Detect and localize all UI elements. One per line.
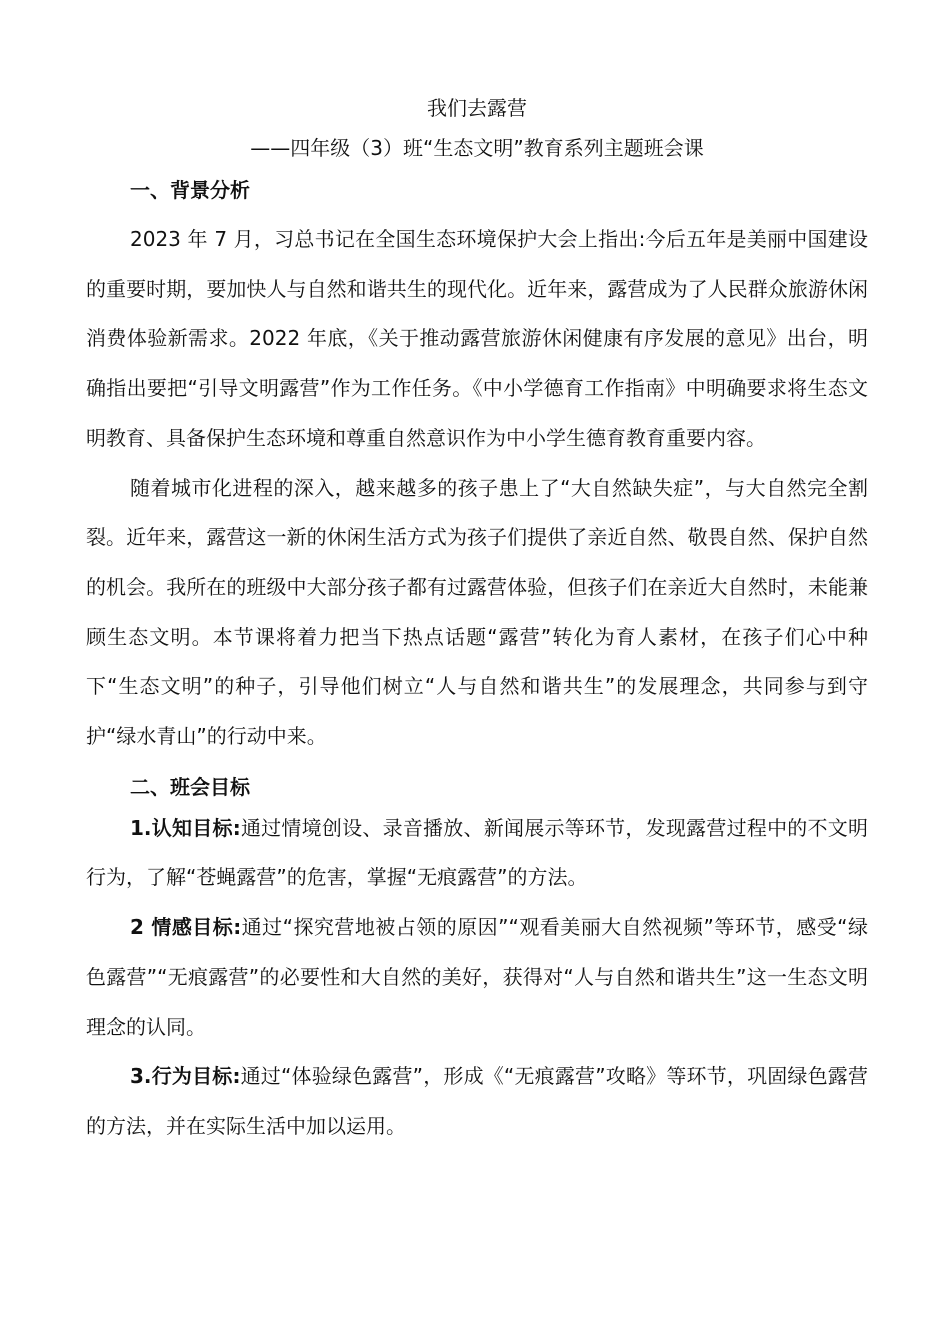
goal-behavioral-label: 3.行为目标:	[130, 1064, 241, 1089]
section-heading-goals: 二、班会目标	[130, 774, 250, 799]
goal-emotional	[86, 903, 868, 1052]
background-paragraph-2: 随着城市化进程的深入，越来越多的孩子患上了“大自然缺失症”，与大自然完全割裂。近年来，露营这一新的休闲生活方式为孩子们提供了亲近自然、敬畏自然、保护自然的机会。我所在的班级中大部分孩子都有过露营体验，但孩子们在亲近大自然时，未能兼顾生态文明。本节课将着力把当下热点话题“露营”转化为育人素材，在孩子们心中种下“生态文明”的种子，引导他们树立“人与自然和谐共生”的发展理念，共同参与到守护“绿水青山”的行动中来。	[86, 475, 868, 749]
document-title: 我们去露营	[427, 96, 527, 120]
goal-cognitive-label: 1.认知目标:	[130, 815, 241, 840]
document-page	[86, 95, 868, 1152]
document-subtitle: ——四年级（3）班“生态文明”教育系列主题班会课	[250, 136, 704, 160]
goal-cognitive-text: 通过情境创设、录音播放、新闻展示等环节，发现露营过程中的不文明行为，了解“苍蝇露营”的危害，掌握“无痕露营”的方法。	[86, 815, 869, 890]
background-paragraph-1: 2023 年 7 月，习总书记在全国生态环境保护大会上指出:今后五年是美丽中国建设的重要时期，要加快人与自然和谐共生的现代化。近年来，露营成为了人民群众旅游休闲消费体验新需求。2022 年底，《关于推动露营旅游休闲健康有序发展的意见》出台，明确指出要把“引导文明露营”作为工作任务。《中小学德育工作指南》中明确要求将生态文明教育、具备保护生态环境和尊重自然意识作为中小学生德育教育重要内容。	[86, 227, 868, 450]
goal-emotional-text: 通过“探究营地被占领的原因”“观看美丽大自然视频”等环节，感受“绿色露营”“无痕露营”的必要性和大自然的美好，获得对“人与自然和谐共生”这一生态文明理念的认同。	[86, 915, 868, 1039]
goal-behavioral	[86, 1052, 868, 1151]
goal-behavioral-text: 通过“体验绿色露营”，形成《“无痕露营”攻略》等环节，巩固绿色露营的方法，并在实际生活中加以运用。	[86, 1064, 868, 1138]
goal-emotional-label: 2 情感目标:	[130, 915, 242, 940]
goal-cognitive	[86, 804, 868, 903]
section-heading-background: 一、背景分析	[130, 178, 250, 202]
